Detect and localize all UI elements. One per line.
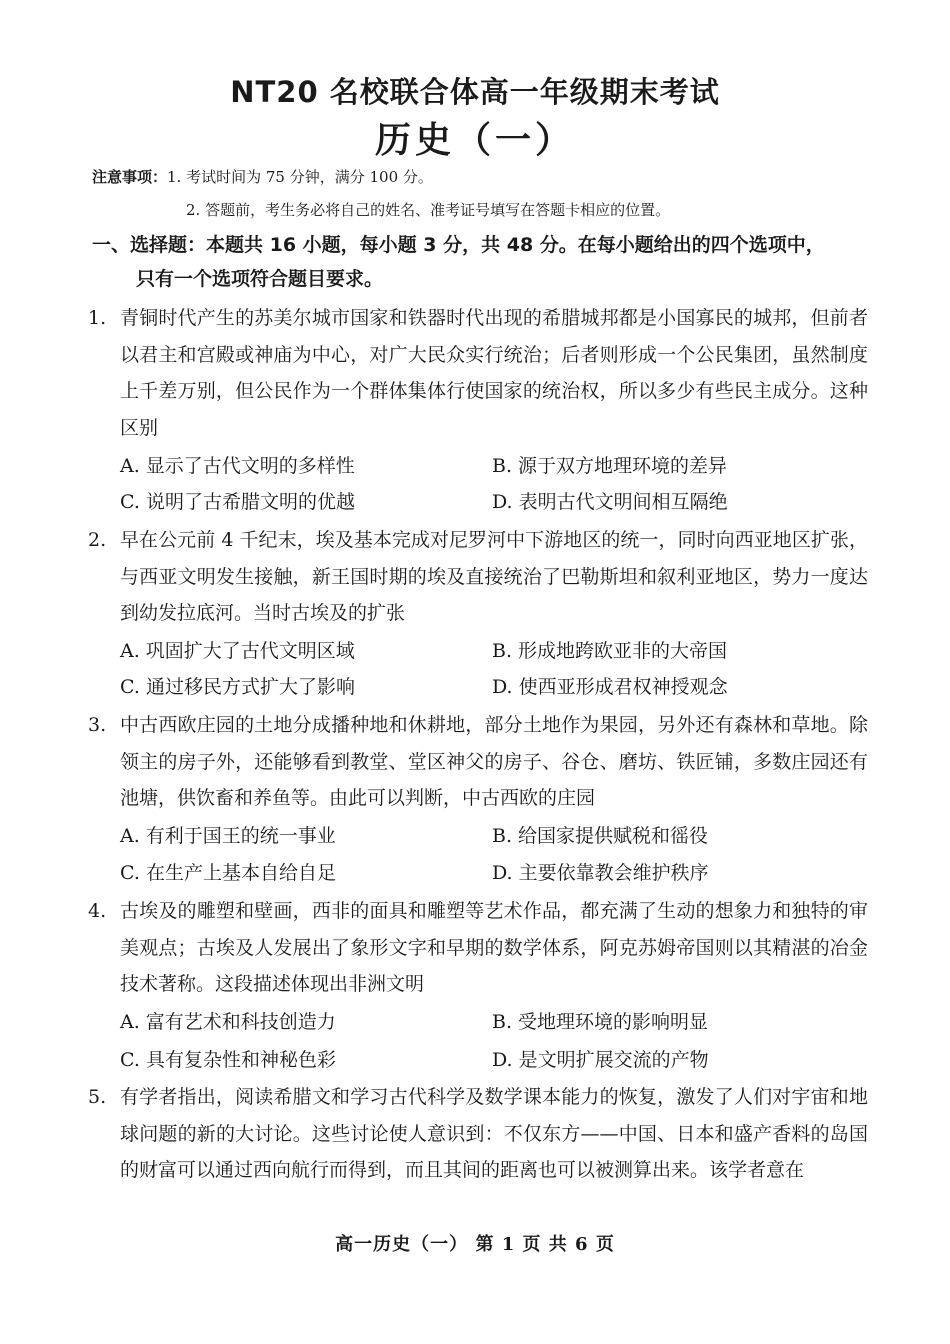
option-d: D. 主要依靠教会维护秩序: [492, 862, 709, 884]
option-b: B. 受地理环境的影响明显: [492, 1011, 709, 1033]
option-d: D. 表明古代文明间相互隔绝: [492, 491, 728, 513]
notice-label: 注意事项：: [92, 168, 168, 186]
option-c: C. 通过移民方式扩大了影响: [120, 676, 355, 698]
question-5: [88, 1079, 868, 1189]
option-b: B. 形成地跨欧亚非的大帝国: [492, 640, 728, 662]
question-stem: 古埃及的雕塑和壁画，西非的面具和雕塑等艺术作品，都充满了生动的想象力和独特的审美观点；古埃及人发展出了象形文字和早期的数学体系，阿克苏姆帝国则以其精湛的冶金技术著称。这段描述体现出非洲文明: [120, 900, 868, 995]
option-a: A. 巩固扩大了古代文明区域: [120, 640, 355, 662]
section-heading-line-2: 只有一个选项符合题目要求。: [136, 268, 384, 290]
question-number: 2.: [88, 529, 107, 551]
question-2: [88, 522, 868, 632]
notice-item-2: 2. 答题前，考生务必将自己的姓名、准考证号填写在答题卡相应的位置。: [186, 201, 671, 219]
option-b: B. 给国家提供赋税和徭役: [492, 825, 709, 847]
question-number: 5.: [88, 1086, 107, 1108]
question-3: [88, 707, 868, 817]
page-footer: 高一历史（一） 第 1 页 共 6 页: [335, 1234, 615, 1255]
option-c: C. 具有复杂性和神秘色彩: [120, 1049, 336, 1071]
section-heading: [92, 228, 872, 296]
question-number: 3.: [88, 714, 107, 736]
notice-item-1: 1. 考试时间为 75 分钟，满分 100 分。: [167, 168, 433, 186]
option-b: B. 源于双方地理环境的差异: [492, 455, 728, 477]
option-c: C. 说明了古希腊文明的优越: [120, 491, 355, 513]
exam-title: NT20 名校联合体高一年级期末考试: [230, 75, 720, 109]
question-1: [88, 300, 868, 446]
question-4: [88, 893, 868, 1003]
question-number: 1.: [88, 307, 107, 329]
option-d: D. 是文明扩展交流的产物: [492, 1049, 709, 1071]
question-number: 4.: [88, 900, 107, 922]
question-stem: 中古西欧庄园的土地分成播种地和休耕地，部分土地作为果园，另外还有森林和草地。除领主的房子外，还能够看到教堂、堂区神父的房子、谷仓、磨坊、铁匠铺，多数庄园还有池塘，供饮畜和养鱼等。由此可以判断，中古西欧的庄园: [120, 714, 868, 809]
option-d: D. 使西亚形成君权神授观念: [492, 676, 728, 698]
option-a: A. 显示了古代文明的多样性: [120, 455, 355, 477]
section-heading-line-1: 一、选择题：本题共 16 小题，每小题 3 分，共 48 分。在每小题给出的四个选项中，: [92, 234, 825, 256]
option-c: C. 在生产上基本自给自足: [120, 862, 336, 884]
option-a: A. 富有艺术和科技创造力: [120, 1011, 336, 1033]
subject-title: 历史（一）: [374, 120, 575, 161]
option-a: A. 有利于国王的统一事业: [120, 825, 336, 847]
notice-line-1: [92, 166, 433, 187]
question-stem: 早在公元前 4 千纪末，埃及基本完成对尼罗河中下游地区的统一，同时向西亚地区扩张，与西亚文明发生接触，新王国时期的埃及直接统治了巴勒斯坦和叙利亚地区，势力一度达到幼发拉底河。当时古埃及的扩张: [120, 529, 868, 624]
question-stem: 有学者指出，阅读希腊文和学习古代科学及数学课本能力的恢复，激发了人们对宇宙和地球问题的新的大讨论。这些讨论使人意识到：不仅东方——中国、日本和盛产香料的岛国的财富可以通过西向航行而得到，而且其间的距离也可以被测算出来。该学者意在: [120, 1086, 868, 1181]
question-stem: 青铜时代产生的苏美尔城市国家和铁器时代出现的希腊城邦都是小国寡民的城邦，但前者以君主和宫殿或神庙为中心，对广大民众实行统治；后者则形成一个公民集团，虽然制度上千差万别，但公民作为一个群体集体行使国家的统治权，所以多少有些民主成分。这种区别: [120, 307, 868, 439]
